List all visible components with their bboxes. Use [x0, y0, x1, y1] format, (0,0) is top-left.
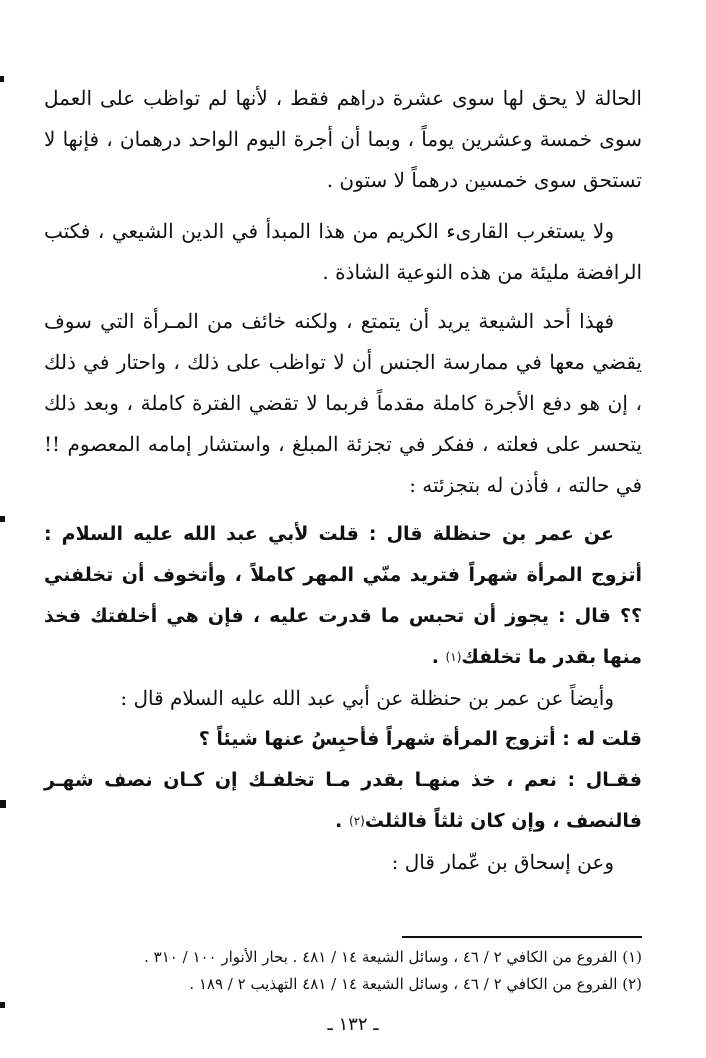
paragraph-1: الحالة لا يحق لها سوى عشرة دراهم فقط ، لأنها لم تواظب على العمل سوى خمسة وعشرين يوماً ، وبما أن أجرة اليوم الواحد درهمان ، فإنها لا تستحق سوى خمسين درهماً لا ستون . [44, 86, 642, 192]
quote-1 [44, 514, 642, 678]
paragraph-5: وعن إسحاق بن عّمار قال : [391, 850, 614, 874]
scan-mark [0, 76, 4, 82]
quote-1-text: عن عمر بن حنظلة قال : قلت لأبي عبد الله عليه السلام : أتزوج المرأة شهراً فتريد منّي المهر كاملاً ، وأتخوف أن تخلفني ؟؟ قال : يجوز أن تحبس ما قدرت عليه ، فإن هي أخلفتك فخذ منها بقدر ما تخلفك [44, 523, 642, 668]
scan-mark [0, 1002, 5, 1008]
page-body [44, 78, 642, 883]
paragraph-3: فهذا أحد الشيعة يريد أن يتمتع ، ولكنه خائف من المـرأة التي سوف يقضي معها في ممارسة الجنس أن لا تواظب على ذلك ، واحتار في ذلك ، إن هو دفع الأجرة كاملة مقدماً فربما لا تقضي الفترة كاملة ، وبعد ذلك يتحسر على فعلته ، ففكر في تجزئة المبلغ ، واستشار إمامه المعصوم !! في حالته ، فأذن له بتجزئته : [44, 309, 642, 497]
quote-2-line-1: قلت له : أتزوج المرأة شهراً فأحبِسُ عنها شيئاً ؟ [198, 728, 642, 750]
footnote-2: (٢) الفروع من الكافي ٢ / ٤٦ ، وسائل الشيعة ١٤ / ٤٨١ التهذيب ٢ / ١٨٩ . [189, 975, 642, 993]
paragraph-2: ولا يستغرب القارىء الكريم من هذا المبدأ في الدين الشيعي ، فكتب الرافضة مليئة من هذه النوعية الشاذة . [44, 219, 642, 284]
quote-2-text: فقـال : نعم ، خذ منهـا بقدر مـا تخلفـك إن كـان نصف شهـر فالنصف ، وإن كان ثلثاً فالثلث [44, 769, 642, 832]
footnotes [44, 936, 642, 998]
quote-2-end: . [335, 810, 349, 832]
scan-mark [0, 800, 6, 808]
page-number: ـ ١٣٢ ـ [327, 1014, 379, 1035]
quote-1-end: . [431, 646, 446, 668]
paragraph-4: وأيضاً عن عمر بن حنظلة عن أبي عبد الله عليه السلام قال : [120, 686, 614, 710]
footnote-ref-1: (١) [445, 650, 462, 664]
quote-2-line-2 [44, 760, 642, 842]
footnote-ref-2: (٢) [349, 814, 365, 828]
footnote-1: (١) الفروع من الكافي ٢ / ٤٦ ، وسائل الشيعة ١٤ / ٤٨١ . بحار الأنوار ١٠٠ / ٣١٠ . [144, 948, 642, 966]
footnote-divider [402, 936, 642, 938]
scan-mark [0, 516, 5, 522]
